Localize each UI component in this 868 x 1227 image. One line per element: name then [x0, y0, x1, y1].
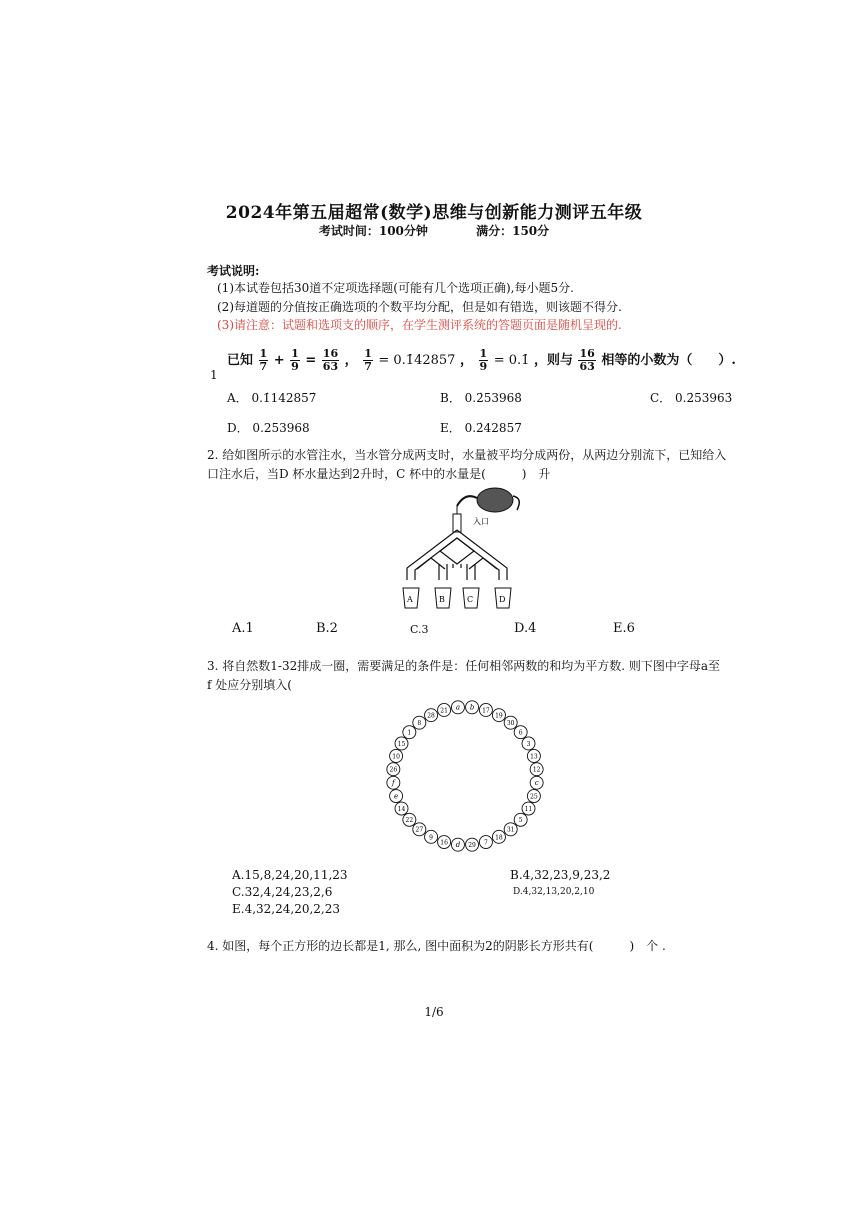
q1-text-b: ，则与 — [533, 353, 573, 368]
cup-b-label: B — [439, 595, 445, 604]
q1-stem — [227, 348, 736, 373]
ring-cell — [522, 737, 535, 750]
cup-d-label: D — [499, 595, 506, 604]
ring-cell — [504, 716, 517, 729]
ring-value: 26 — [389, 766, 398, 774]
ring-value: 30 — [506, 720, 515, 728]
ring-cell — [504, 823, 517, 836]
exam-time: 考试时间：100分钟 — [318, 224, 428, 238]
ring-value: 15 — [397, 740, 406, 748]
exam-meta — [0, 222, 868, 239]
q1-frac-1-7: $\frac{1}{7}$ — [259, 347, 268, 373]
ring-cell — [479, 703, 492, 716]
q1-option-e[interactable]: E． 0.2̇42857̇ — [440, 421, 522, 435]
q1-number: 1 — [210, 368, 218, 382]
q2-pipe-diagram — [395, 480, 535, 615]
ring-value: 6 — [518, 729, 523, 737]
ring-value: 14 — [397, 805, 406, 813]
ring-value: 7 — [483, 839, 488, 847]
ring-cell — [438, 703, 451, 716]
q1-value-1: = 0.1̇42857̇ — [378, 353, 456, 368]
q1-comma-2: ， — [459, 353, 473, 368]
ring-cell — [438, 836, 451, 849]
ring-value: a — [455, 703, 461, 712]
q3-line-1: 3. 将自然数1-32排成一圈，需要满足的条件是：任何相邻两数的和均为平方数. 则下图中字母a至 — [207, 659, 721, 673]
ring-cell — [530, 763, 543, 776]
instruction-item-1: (1)本试卷包括30道不定项选择题(可能有几个选项正确),每小题5分. — [217, 281, 574, 295]
ring-value: 9 — [429, 834, 433, 842]
q2-option-a[interactable]: A.1 — [232, 621, 254, 636]
ring-value: 22 — [405, 817, 414, 825]
cups — [403, 588, 511, 608]
kettle-icon — [457, 488, 519, 514]
ring-cell — [492, 709, 505, 722]
q1-eq: = — [305, 353, 317, 368]
ring-cell — [425, 830, 438, 843]
ring-value: 17 — [482, 707, 490, 715]
q1-frac-16-63: $\frac{16}{63}$ — [322, 347, 339, 373]
q3-option-d[interactable]: D.4,32,13,20,2,10 — [513, 887, 595, 897]
ring-cell — [395, 802, 408, 815]
instruction-item-2: (2)每道题的分值按正确选项的个数平均分配，但是如有错选，则该题不得分. — [217, 300, 622, 314]
ring-cell — [530, 776, 543, 789]
ring-value: 28 — [427, 712, 435, 720]
ring-value: 21 — [440, 707, 448, 715]
q1-option-c[interactable]: C． 0.2̇53963̇ — [650, 391, 733, 405]
ring-value: 16 — [440, 839, 448, 847]
ring-cell — [466, 838, 479, 851]
instruction-item-3: (3)请注意：试题和选项支的顺序，在学生测评系统的答题页面是随机呈现的. — [217, 318, 622, 332]
ring-value: c — [534, 779, 539, 788]
ring-value: 3 — [526, 740, 531, 748]
ring-cell — [390, 749, 403, 762]
q1-option-d[interactable]: D． 0.253968 — [227, 421, 310, 435]
q1-text-a: 已知 — [227, 353, 254, 368]
ring-cell — [479, 836, 492, 849]
ring-value: b — [469, 703, 475, 712]
ring-value: 27 — [415, 826, 424, 834]
ring-value: 11 — [524, 805, 533, 813]
ring-cell — [451, 701, 464, 714]
ring-cell — [527, 790, 540, 803]
q1-frac-1-9: $\frac{1}{9}$ — [291, 347, 299, 373]
inlet-label: 入口 — [473, 517, 489, 526]
q1-frac-1-7b: $\frac{1}{7}$ — [364, 347, 372, 373]
ring-cell — [514, 726, 527, 739]
q1-option-b[interactable]: B． 0.2̇53968̇ — [440, 391, 522, 405]
page-number: 1/6 — [424, 1005, 444, 1019]
q2-option-d[interactable]: D.4 — [514, 621, 537, 636]
q3-line-2: f 处应分别填入( — [207, 678, 292, 692]
q1-plus: + — [273, 353, 285, 368]
ring-cell — [387, 763, 400, 776]
ring-value: 19 — [495, 712, 503, 720]
exam-title: 2024年第五届超常(数学)思维与创新能力测评五年级 — [225, 203, 643, 223]
ring-value: f — [392, 779, 395, 788]
q3-number-ring — [380, 694, 550, 859]
ring-cell — [395, 737, 408, 750]
ring-value: 10 — [392, 753, 400, 761]
ring-cell — [413, 716, 426, 729]
q3-option-c[interactable]: C.32,4,24,23,2,6 — [232, 885, 333, 899]
ring-value: e — [394, 792, 399, 801]
q2-line-1: 2. 给如图所示的水管注水，当水管分成两支时，水量被平均分成两份，从两边分别流下，已知给入 — [207, 448, 727, 462]
ring-value: 18 — [495, 834, 503, 842]
q2-option-e[interactable]: E.6 — [613, 621, 635, 636]
q1-frac-16-63b: $\frac{16}{63}$ — [579, 347, 595, 373]
ring-cell — [403, 813, 416, 826]
ring-value: 25 — [530, 793, 538, 801]
ring-cell — [522, 802, 535, 815]
ring-value: 13 — [530, 753, 538, 761]
ring-value: 31 — [506, 826, 515, 834]
ring-cell — [514, 813, 527, 826]
ring-value: 5 — [518, 817, 523, 825]
ring-cell — [403, 726, 416, 739]
ring-cell — [413, 823, 426, 836]
q2-option-c[interactable]: C.3 — [410, 623, 429, 636]
pipe-network — [407, 530, 507, 580]
ring-value: 29 — [468, 842, 476, 850]
ring-cell — [451, 838, 464, 851]
q1-value-2: = 0.1̇ — [493, 353, 530, 368]
full-score: 满分：150分 — [476, 224, 550, 238]
q3-option-e[interactable]: E.4,32,24,20,2,23 — [232, 902, 340, 916]
cup-a-label: A — [407, 595, 413, 604]
q1-comma-1: ， — [344, 353, 358, 368]
q1-text-c: 相等的小数为（ ）. — [601, 353, 736, 368]
q1-frac-1-9b: $\frac{1}{9}$ — [479, 347, 488, 373]
ring-cell — [466, 701, 479, 714]
ring-cell — [390, 790, 403, 803]
q4-text: 4. 如图，每个正方形的边长都是1, 那么, 图中面积为2的阴影长方形共有( ) 个 . — [207, 939, 666, 953]
q2-line-2: 口注水后，当D 杯水量达到2升时，C 杯中的水量是( ) 升 — [207, 467, 551, 481]
q3-option-a[interactable]: A.15,8,24,20,11,23 — [232, 868, 348, 882]
ring-cell — [425, 709, 438, 722]
ring-value: 1 — [407, 729, 412, 737]
ring-value: 8 — [417, 720, 422, 728]
ring-cell — [527, 749, 540, 762]
inlet-pipe — [453, 514, 461, 532]
cup-c-label: C — [467, 595, 474, 604]
ring-cell — [492, 830, 505, 843]
q3-option-b[interactable]: B.4,32,23,9,23,2 — [510, 868, 611, 882]
ring-cell — [387, 776, 400, 789]
q1-option-a[interactable]: A． 0.1̇142857̇ — [227, 391, 317, 405]
ring-value: d — [455, 841, 461, 850]
ring-value: 12 — [532, 766, 541, 774]
q2-option-b[interactable]: B.2 — [316, 621, 338, 636]
instructions-heading: 考试说明: — [207, 264, 260, 278]
